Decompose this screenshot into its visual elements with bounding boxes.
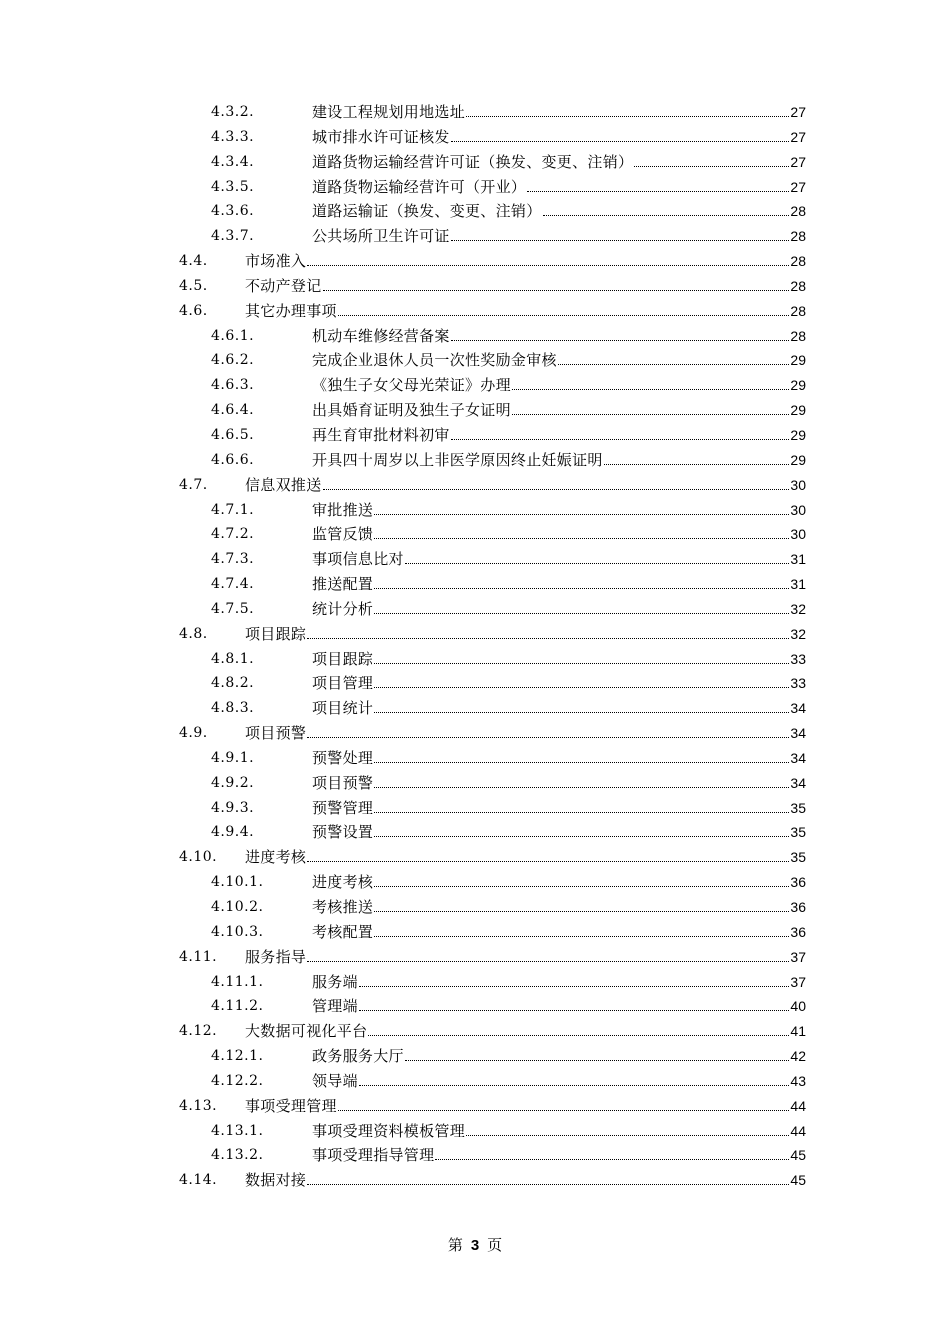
toc-entry-title[interactable]: 道路运输证（换发、变更、注销） [312,202,542,221]
toc-entry-title[interactable]: 事项信息比对 [312,550,404,569]
toc-entry[interactable] [0,473,950,498]
toc-dot-leader [307,961,789,962]
toc-entry-line [245,847,806,867]
toc-entry-number: 4.4. [179,253,208,270]
toc-entry-page[interactable]: 31 [790,576,806,593]
toc-dot-leader [374,538,789,539]
toc-entry-page[interactable]: 32 [790,600,806,617]
toc-entry-line [312,773,806,793]
toc-entry-title[interactable]: 信息双推送 [245,475,322,494]
toc-entry-line [312,798,806,818]
toc-entry[interactable] [0,100,950,125]
toc-entry-page[interactable]: 34 [790,725,806,742]
toc-entry-title[interactable]: 公共场所卫生许可证 [312,227,450,246]
toc-dot-leader [374,613,789,614]
toc-dot-leader [466,1135,789,1136]
toc-entry-number: 4.14. [179,1172,218,1189]
toc-entry[interactable] [0,299,950,324]
toc-entry[interactable] [0,498,950,523]
toc-entry[interactable] [0,373,950,398]
toc-entry-number: 4.10.1. [211,874,264,891]
toc-entry[interactable] [0,1168,950,1193]
toc-entry[interactable] [0,150,950,175]
toc-dot-leader [323,290,790,291]
toc-entry-title[interactable]: 项目跟踪 [312,649,374,668]
toc-dot-leader [405,563,790,564]
toc-entry-number: 4.10.2. [211,899,264,915]
toc-dot-leader [338,315,790,316]
toc-dot-leader [543,215,790,216]
toc-entry-number: 4.8.2. [211,675,255,692]
toc-dot-leader [604,464,790,465]
toc-entry-line [245,301,806,321]
toc-entry-number: 4.7.3. [211,551,255,568]
toc-entry-page[interactable]: 27 [790,104,806,120]
toc-entry-number: 4.11.1. [211,973,264,990]
toc-entry-line [245,251,806,271]
toc-entry-title[interactable]: 项目管理 [312,674,374,693]
toc-entry-number: 4.6.4. [211,402,255,419]
toc-entry-page[interactable]: 28 [790,253,806,270]
toc-dot-leader [307,737,789,738]
toc-entry-page[interactable]: 29 [790,377,806,394]
toc-entry[interactable] [0,870,950,895]
toc-entry-page[interactable]: 34 [790,700,806,717]
toc-dot-leader [466,116,789,117]
toc-entry-number: 4.10.3. [211,923,264,940]
toc-entry[interactable] [0,920,950,945]
toc-entry-title[interactable]: 审批推送 [312,500,374,519]
toc-entry-page[interactable]: 29 [790,451,806,468]
toc-entry[interactable] [0,970,950,995]
toc-entry-title[interactable]: 不动产登记 [245,276,322,295]
toc-entry-title[interactable]: 其它办理事项 [245,301,337,320]
toc-entry-page[interactable]: 28 [790,203,806,220]
toc-entry-number: 4.13.1. [211,1122,264,1139]
toc-entry-page[interactable]: 27 [790,153,806,170]
toc-entry-number: 4.8.1. [211,650,255,667]
toc-entry-title[interactable]: 城市排水许可证核发 [312,127,450,146]
toc-dot-leader [405,1060,790,1061]
toc-entry-line [245,276,806,296]
toc-entry[interactable] [0,398,950,423]
toc-entry-number: 4.6.2. [211,352,255,369]
toc-entry-number: 4.9.3. [211,799,255,816]
toc-entry-page[interactable]: 43 [790,1072,806,1089]
toc-entry-number: 4.7.4. [211,576,255,593]
toc-entry-page[interactable]: 37 [790,948,806,965]
toc-entry-line [312,127,806,147]
toc-entry-line [245,947,806,967]
toc-entry-number: 4.7. [179,476,208,493]
toc-entry-line [312,450,806,470]
toc-entry-line [245,723,806,743]
toc-entry[interactable] [0,199,950,224]
toc-entry-number: 4.3.6. [211,203,255,220]
toc-dot-leader [338,1110,790,1111]
toc-entry-title[interactable]: 道路货物运输经营许可证（换发、变更、注销） [312,152,634,171]
toc-entry[interactable] [0,671,950,696]
toc-entry-number: 4.10. [179,849,218,866]
toc-entry-title[interactable]: 进度考核 [312,873,374,892]
toc-entry-page[interactable]: 29 [790,352,806,369]
toc-entry-line [312,201,806,221]
toc-entry[interactable] [0,448,950,473]
toc-entry-line [312,872,806,892]
toc-entry-number: 4.9.1. [211,749,255,766]
toc-entry-page[interactable]: 31 [790,551,806,568]
toc-entry-page[interactable]: 29 [790,426,806,443]
toc-dot-leader [374,514,789,515]
toc-dot-leader [307,265,789,266]
toc-entry[interactable] [0,1019,950,1044]
toc-dot-leader [374,663,789,664]
toc-dot-leader [451,240,790,241]
toc-entry-page[interactable]: 34 [790,749,806,766]
toc-entry-number: 4.6.6. [211,451,255,468]
toc-entry-page[interactable]: 33 [790,650,806,667]
toc-dot-leader [451,340,790,341]
toc-entry[interactable] [0,597,950,622]
toc-dot-leader [374,836,789,837]
toc-entry-number: 4.6. [179,302,208,319]
toc-dot-leader [374,588,789,589]
toc-dot-leader [368,1035,789,1036]
toc-entry-line [312,698,806,718]
toc-entry-number: 4.13. [179,1097,218,1114]
toc-entry[interactable] [0,696,950,721]
toc-dot-leader [512,389,790,390]
toc-entry-number: 4.3.4. [211,153,255,170]
toc-entry[interactable] [0,175,950,200]
toc-entry-page[interactable]: 30 [790,476,806,493]
toc-entry-line [312,897,806,917]
toc-entry-page[interactable]: 45 [790,1172,806,1189]
toc-entry-title[interactable]: 进度考核 [245,848,307,867]
toc-entry-title[interactable]: 政务服务大厅 [312,1047,404,1066]
toc-entry-page[interactable]: 40 [790,998,806,1015]
toc-entry-page[interactable]: 33 [790,675,806,692]
toc-entry-line [312,922,806,942]
toc-entry-number: 4.11. [179,948,218,965]
toc-entry-line [312,972,806,992]
toc-entry-line [312,102,806,122]
toc-dot-leader [374,687,789,688]
toc-entry-line [312,350,806,370]
toc-entry-title[interactable]: 事项受理指导管理 [312,1146,435,1165]
toc-entry[interactable] [0,746,950,771]
toc-entry-page[interactable]: 28 [790,277,806,294]
toc-entry[interactable] [0,845,950,870]
toc-entry-number: 4.9. [179,725,208,742]
toc-entry-line [312,524,806,544]
toc-entry-number: 4.6.1. [211,327,255,344]
toc-dot-leader [512,414,790,415]
toc-entry[interactable] [0,622,950,647]
toc-entry-title[interactable]: 大数据可视化平台 [245,1022,368,1041]
toc-entry-line [245,624,806,644]
toc-entry[interactable] [0,274,950,299]
table-of-contents [0,100,950,1193]
footer-prefix: 第 [447,1236,463,1254]
toc-entry-number: 4.3.2. [211,104,255,120]
toc-entry[interactable] [0,945,950,970]
toc-entry-line [312,1145,806,1165]
toc-entry-page[interactable]: 36 [790,899,806,915]
toc-entry-title[interactable]: 出具婚育证明及独生子女证明 [312,401,511,420]
toc-entry-title[interactable]: 服务指导 [245,947,307,966]
toc-dot-leader [307,638,789,639]
toc-entry-number: 4.12.1. [211,1048,264,1065]
toc-entry-line [312,425,806,445]
toc-dot-leader [359,1010,790,1011]
footer-suffix: 页 [487,1236,503,1254]
toc-entry[interactable] [0,423,950,448]
toc-entry-title[interactable]: 建设工程规划用地选址 [312,103,466,121]
toc-entry-title[interactable]: 预警处理 [312,748,374,767]
toc-entry-line [245,1096,806,1116]
toc-entry-page[interactable]: 28 [790,302,806,319]
toc-dot-leader [374,712,789,713]
toc-entry[interactable] [0,895,950,920]
toc-entry-line [312,500,806,520]
toc-entry[interactable] [0,796,950,821]
toc-entry-number: 4.3.5. [211,178,255,195]
toc-entry-line [312,673,806,693]
toc-dot-leader [307,861,789,862]
toc-entry-page[interactable]: 34 [790,774,806,791]
toc-entry-page[interactable]: 41 [790,1023,806,1040]
toc-entry-line [312,649,806,669]
toc-entry-page[interactable]: 28 [790,228,806,245]
toc-entry-number: 4.11.2. [211,998,264,1015]
toc-entry[interactable] [0,721,950,746]
toc-entry-number: 4.7.2. [211,526,255,543]
toc-entry-title[interactable]: 统计分析 [312,599,374,618]
toc-entry-title[interactable]: 考核推送 [312,898,374,916]
toc-entry-title[interactable]: 数据对接 [245,1171,307,1190]
toc-entry-line [312,326,806,346]
toc-entry-page[interactable]: 35 [790,849,806,866]
toc-entry[interactable] [0,249,950,274]
toc-entry-number: 4.7.1. [211,501,255,518]
toc-entry-number: 4.9.4. [211,824,255,841]
toc-dot-leader [451,439,790,440]
toc-entry-line [312,1046,806,1066]
toc-entry-number: 4.5. [179,277,208,294]
toc-dot-leader [374,911,789,912]
toc-dot-leader [374,886,789,887]
toc-entry[interactable] [0,1143,950,1168]
toc-entry[interactable] [0,994,950,1019]
toc-dot-leader [634,166,789,167]
toc-entry-line [245,1170,806,1190]
toc-dot-leader [435,1159,789,1160]
toc-entry[interactable] [0,771,950,796]
toc-entry[interactable] [0,1094,950,1119]
toc-entry-title[interactable]: 事项受理管理 [245,1096,337,1115]
toc-entry[interactable] [0,647,950,672]
toc-entry-title[interactable]: 项目跟踪 [245,624,307,643]
toc-dot-leader [374,787,789,788]
toc-dot-leader [359,986,790,987]
toc-entry-page[interactable]: 29 [790,402,806,419]
toc-entry-number: 4.6.3. [211,377,255,394]
toc-entry-page[interactable]: 30 [790,526,806,543]
toc-entry-line [312,152,806,172]
toc-entry-title[interactable]: 预警设置 [312,823,374,842]
toc-entry-line [312,599,806,619]
toc-entry-page[interactable]: 27 [790,128,806,145]
page-footer [0,1235,950,1256]
toc-entry[interactable] [0,224,950,249]
toc-entry-number: 4.13.2. [211,1147,264,1164]
toc-entry-title[interactable]: 管理端 [312,997,358,1016]
toc-dot-leader [359,1085,790,1086]
toc-entry[interactable] [0,1044,950,1069]
toc-entry-title[interactable]: 完成企业退休人员一次性奖励金审核 [312,351,557,370]
toc-entry-line [312,1071,806,1091]
toc-entry-title[interactable]: 推送配置 [312,575,374,594]
toc-entry-line [312,1121,806,1141]
toc-entry-title[interactable]: 项目统计 [312,699,374,718]
toc-entry-number: 4.3.7. [211,228,255,245]
toc-dot-leader [374,936,789,937]
toc-entry-number: 4.3.3. [211,128,255,145]
toc-entry-page[interactable]: 30 [790,501,806,518]
toc-entry-line [312,748,806,768]
toc-entry-page[interactable]: 36 [790,923,806,940]
toc-entry[interactable] [0,324,950,349]
toc-entry-title[interactable]: 领导端 [312,1071,358,1090]
toc-entry-number: 4.12. [179,1023,218,1040]
toc-entry-page[interactable]: 44 [790,1097,806,1114]
toc-dot-leader [451,141,790,142]
toc-dot-leader [307,1184,789,1185]
toc-entry-page[interactable]: 37 [790,973,806,990]
toc-entry[interactable] [0,522,950,547]
toc-entry[interactable] [0,348,950,373]
toc-entry[interactable] [0,1119,950,1144]
toc-dot-leader [527,191,789,192]
toc-entry-page[interactable]: 28 [790,327,806,344]
toc-entry-line [312,822,806,842]
toc-entry-line [312,375,806,395]
toc-entry[interactable] [0,1069,950,1094]
toc-entry-number: 4.7.5. [211,600,255,617]
toc-entry[interactable] [0,572,950,597]
toc-entry-page[interactable]: 32 [790,625,806,642]
toc-entry-title[interactable]: 事项受理资料模板管理 [312,1121,466,1140]
toc-entry-title[interactable]: 市场准入 [245,252,307,271]
toc-entry-title[interactable]: 道路货物运输经营许可（开业） [312,177,527,196]
toc-entry-number: 4.9.2. [211,774,255,791]
toc-entry-title[interactable]: 开具四十周岁以上非医学原因终止妊娠证明 [312,450,603,469]
toc-entry-line [312,549,806,569]
toc-entry[interactable] [0,820,950,845]
toc-entry-title[interactable]: 机动车维修经营备案 [312,326,450,345]
toc-entry-line [312,177,806,197]
toc-entry-page[interactable]: 35 [790,799,806,816]
toc-entry-page[interactable]: 35 [790,824,806,841]
toc-entry-title[interactable]: 预警管理 [312,798,374,817]
toc-entry-title[interactable]: 考核配置 [312,922,374,941]
toc-entry[interactable] [0,547,950,572]
toc-entry-page[interactable]: 27 [790,178,806,195]
toc-entry-number: 4.6.5. [211,426,255,443]
toc-dot-leader [374,762,789,763]
toc-entry-number: 4.8. [179,625,208,642]
toc-entry-line [245,475,806,495]
toc-entry-title[interactable]: 《独生子女父母光荣证》办理 [312,376,511,395]
toc-entry-title[interactable]: 再生育审批材料初审 [312,425,450,444]
toc-entry-title[interactable]: 项目预警 [312,773,374,792]
toc-entry-line [245,1021,806,1041]
toc-dot-leader [374,812,789,813]
toc-dot-leader [323,489,790,490]
toc-entry[interactable] [0,125,950,150]
toc-entry-line [312,996,806,1016]
toc-entry-number: 4.12.2. [211,1072,264,1089]
toc-entry-page[interactable]: 45 [790,1147,806,1164]
toc-entry-page[interactable]: 42 [790,1048,806,1065]
toc-entry-line [312,400,806,420]
toc-entry-line [312,226,806,246]
toc-entry-page[interactable]: 36 [790,874,806,891]
toc-dot-leader [558,364,790,365]
toc-entry-title[interactable]: 服务端 [312,972,358,991]
toc-entry-title[interactable]: 项目预警 [245,724,307,743]
footer-page-number: 3 [470,1237,480,1254]
toc-entry-number: 4.8.3. [211,700,255,717]
toc-entry-title[interactable]: 监管反馈 [312,525,374,544]
toc-entry-line [312,574,806,594]
toc-entry-page[interactable]: 44 [790,1122,806,1139]
